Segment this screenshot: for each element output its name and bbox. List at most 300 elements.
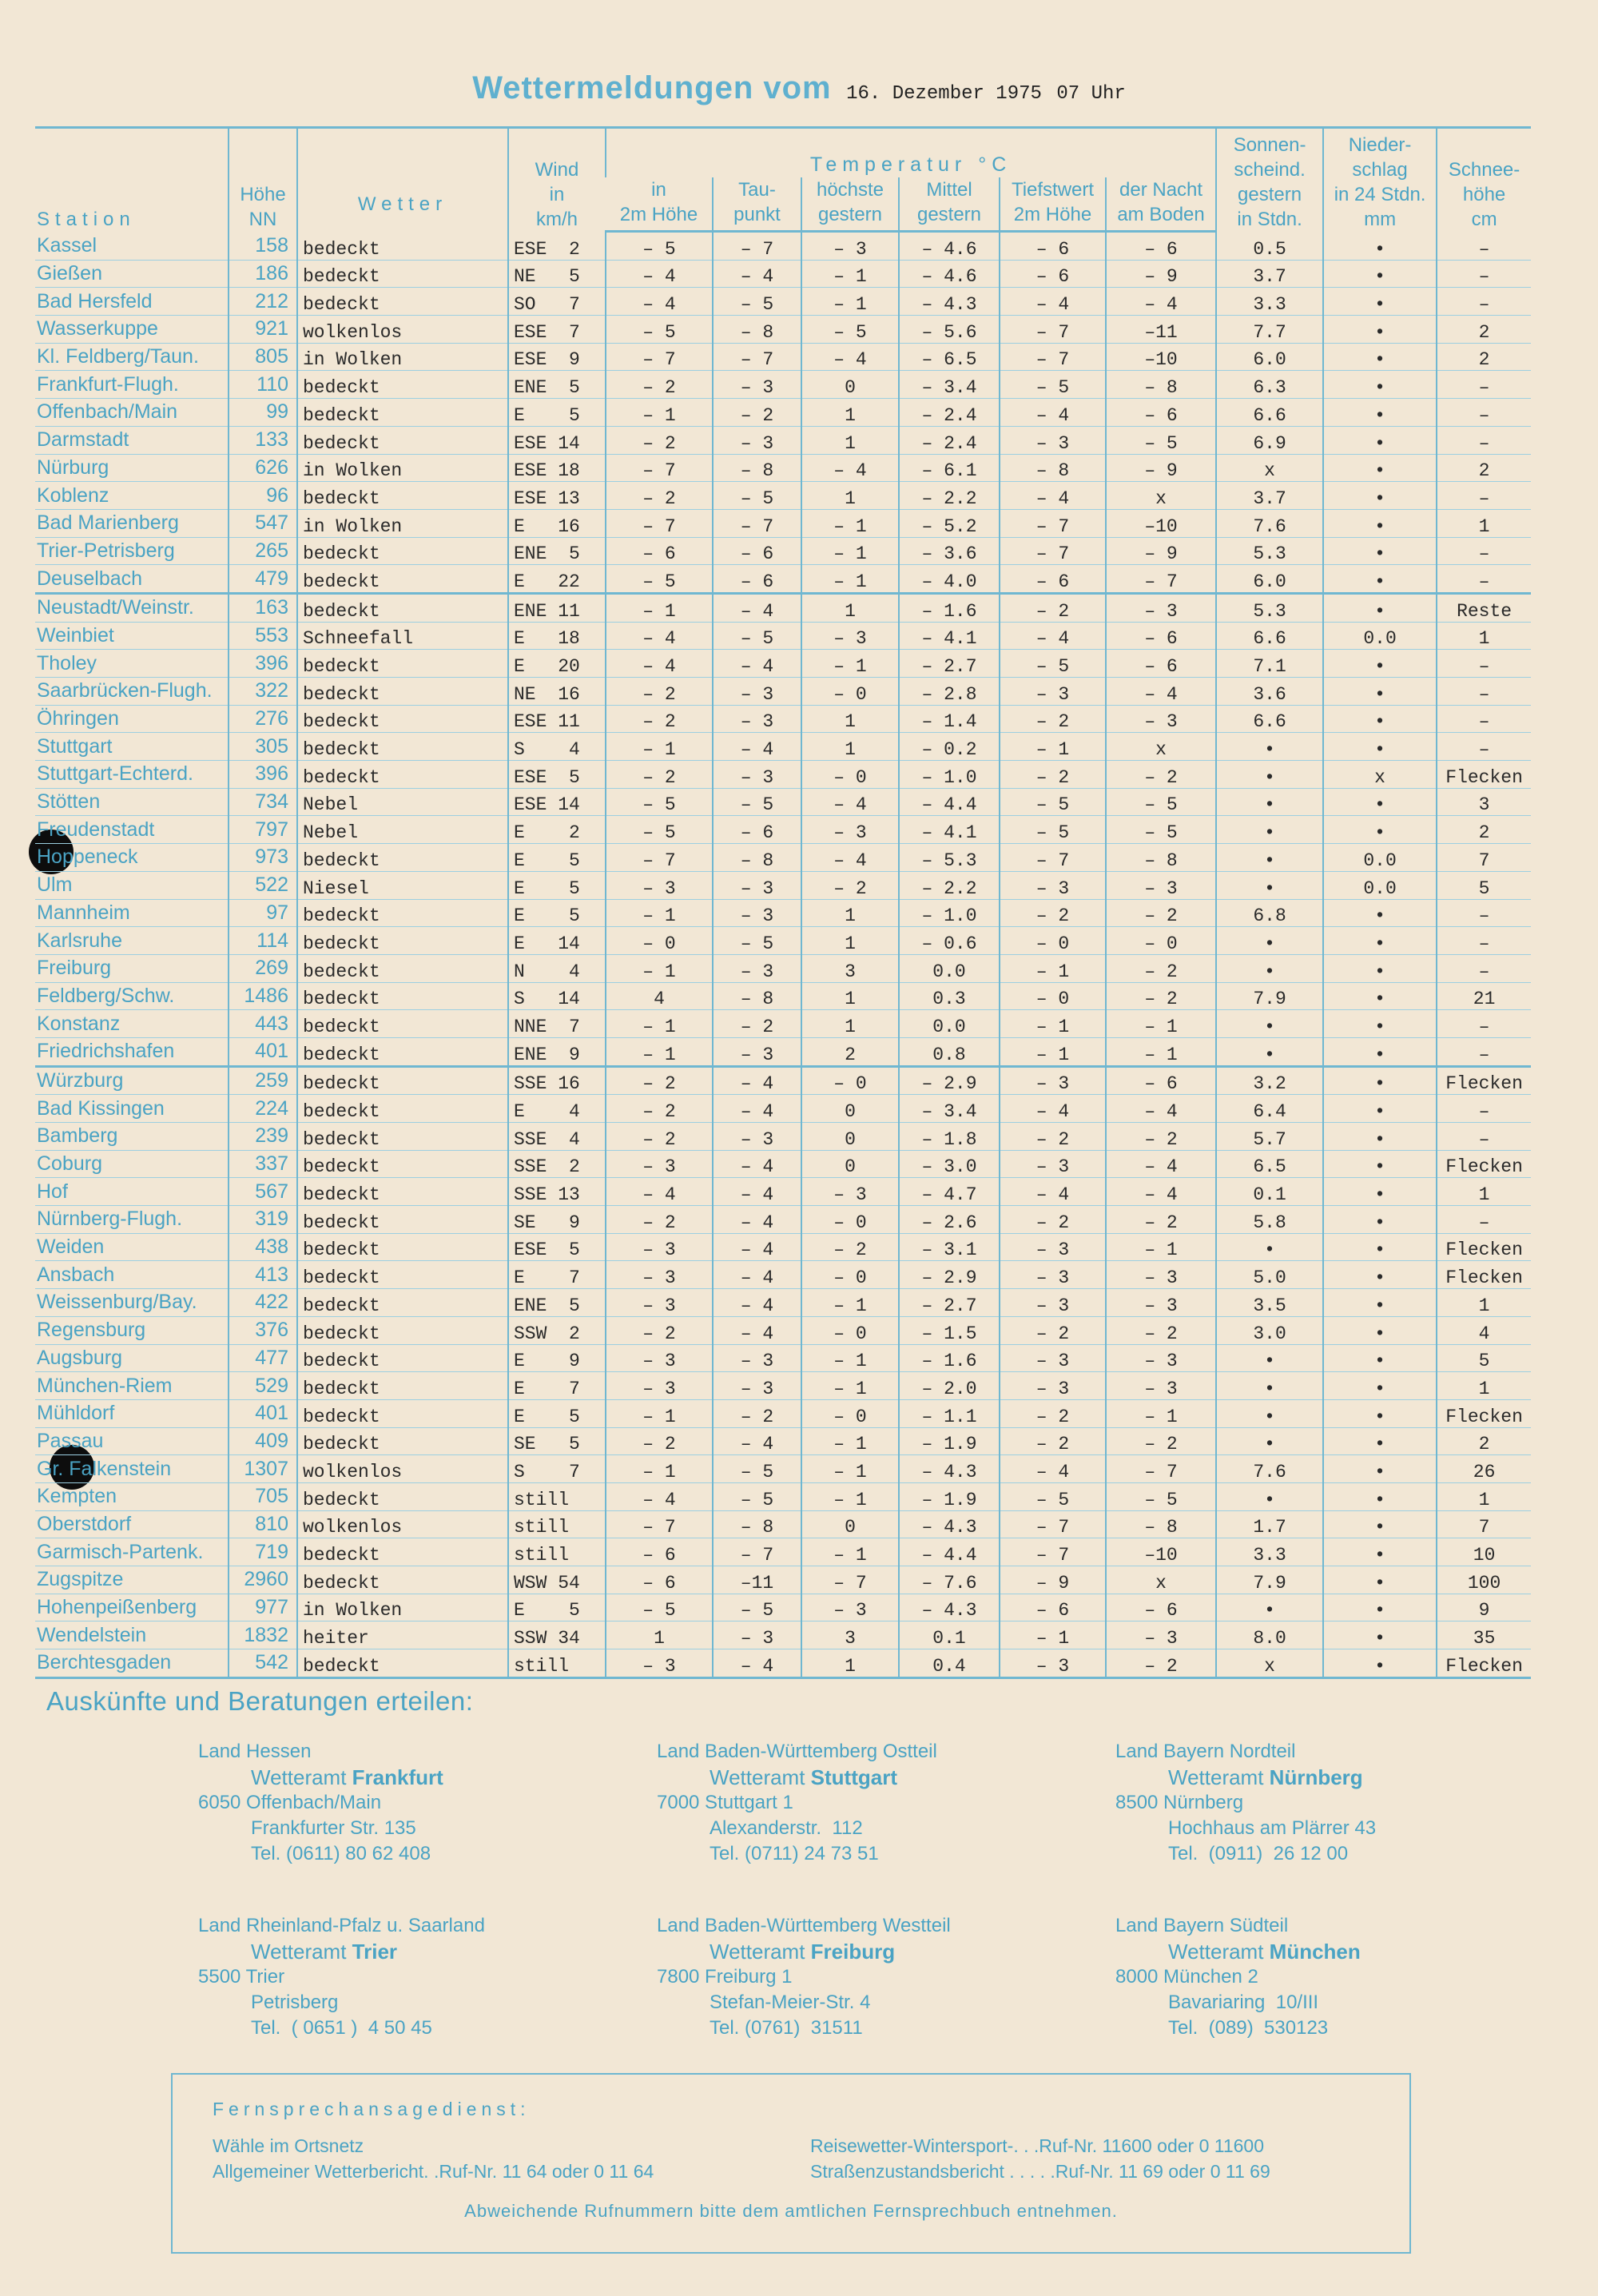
cell-niederschlag: • <box>1323 1566 1437 1594</box>
cell-sonne: • <box>1216 927 1323 955</box>
cell-station: Wasserkuppe <box>35 316 229 344</box>
cell-hoehe: 269 <box>229 954 297 982</box>
office-land: Land Hessen <box>198 1741 312 1762</box>
cell-t2m: – 3 <box>606 1261 713 1289</box>
cell-sonne: x <box>1216 454 1323 482</box>
cell-mittel: – 2.7 <box>899 650 1000 678</box>
cell-tiefst: – 7 <box>1000 1510 1106 1538</box>
cell-hoehe: 553 <box>229 622 297 650</box>
table-row <box>35 622 1531 650</box>
cell-mittel: – 2.7 <box>899 1289 1000 1317</box>
cell-schnee: Flecken <box>1437 761 1531 789</box>
cell-wind: ENE 11 <box>508 593 606 622</box>
cell-nacht: – 2 <box>1106 1316 1216 1344</box>
weather-table <box>35 126 1531 1679</box>
cell-hoechste: – 3 <box>801 622 899 650</box>
cell-taupunkt: – 5 <box>713 482 801 510</box>
cell-t2m: – 2 <box>606 705 713 733</box>
cell-sonne: • <box>1216 761 1323 789</box>
cell-mittel: – 2.4 <box>899 426 1000 454</box>
cell-station: Offenbach/Main <box>35 399 229 427</box>
cell-schnee: 7 <box>1437 844 1531 872</box>
cell-schnee: – <box>1437 705 1531 733</box>
cell-niederschlag: • <box>1323 371 1437 399</box>
cell-mittel: – 3.1 <box>899 1233 1000 1261</box>
cell-hoehe: 96 <box>229 482 297 510</box>
cell-nacht: – 2 <box>1106 1206 1216 1234</box>
cell-tiefst: – 4 <box>1000 1178 1106 1206</box>
header-taupunkt: Tau- punkt <box>713 177 801 232</box>
cell-tiefst: – 4 <box>1000 288 1106 316</box>
cell-hoehe: 259 <box>229 1066 297 1095</box>
cell-wind: ENE 9 <box>508 1037 606 1066</box>
cell-t2m: – 4 <box>606 1482 713 1510</box>
cell-hoechste: – 1 <box>801 1427 899 1455</box>
table-row <box>35 1372 1531 1400</box>
table-row <box>35 1316 1531 1344</box>
office-land: Land Rheinland-Pfalz u. Saarland <box>198 1915 485 1936</box>
cell-tiefst: – 3 <box>1000 1344 1106 1372</box>
cell-wind: E 5 <box>508 1399 606 1427</box>
table-row <box>35 1622 1531 1649</box>
office-amt: Wetteramt Stuttgart <box>710 1765 897 1789</box>
cell-schnee: 1 <box>1437 509 1531 537</box>
cell-tiefst: – 7 <box>1000 1538 1106 1566</box>
cell-sonne: • <box>1216 1427 1323 1455</box>
cell-wind: E 5 <box>508 899 606 927</box>
cell-schnee: 3 <box>1437 788 1531 816</box>
phone-footer: Abweichende Rufnummern bitte dem amtlichen Fernsprechbuch entnehmen. <box>464 2201 1118 2221</box>
cell-taupunkt: –11 <box>713 1566 801 1594</box>
cell-sonne: 7.9 <box>1216 1566 1323 1594</box>
cell-hoehe: 158 <box>229 232 297 261</box>
office-amt: Wetteramt Freiburg <box>710 1940 896 1964</box>
cell-station: Koblenz <box>35 482 229 510</box>
cell-taupunkt: – 7 <box>713 232 801 261</box>
cell-nacht: – 1 <box>1106 1233 1216 1261</box>
cell-niederschlag: • <box>1323 260 1437 288</box>
cell-wind: E 5 <box>508 844 606 872</box>
cell-nacht: – 2 <box>1106 1649 1216 1678</box>
table-row <box>35 1233 1531 1261</box>
cell-wetter: bedeckt <box>297 1233 508 1261</box>
cell-wetter: bedeckt <box>297 1095 508 1123</box>
office-plz-ort: 7800 Freiburg 1 <box>657 1966 793 1988</box>
cell-niederschlag: • <box>1323 788 1437 816</box>
cell-wind: S 14 <box>508 982 606 1010</box>
cell-schnee: 1 <box>1437 1178 1531 1206</box>
cell-tiefst: – 2 <box>1000 593 1106 622</box>
cell-tiefst: – 2 <box>1000 1206 1106 1234</box>
cell-station: Weinbiet <box>35 622 229 650</box>
cell-t2m: – 5 <box>606 816 713 844</box>
phone-title: Fernsprechansagedienst: <box>213 2099 531 2119</box>
office-2 <box>1115 1739 1563 1867</box>
cell-station: Kempten <box>35 1482 229 1510</box>
office-tel: Tel. (089) 530123 <box>1168 2017 1329 2039</box>
cell-tiefst: – 2 <box>1000 1123 1106 1151</box>
cell-station: Ansbach <box>35 1261 229 1289</box>
cell-niederschlag: 0.0 <box>1323 844 1437 872</box>
cell-sonne: 8.0 <box>1216 1622 1323 1649</box>
cell-station: Zugspitze <box>35 1566 229 1594</box>
cell-hoehe: 239 <box>229 1123 297 1151</box>
cell-hoechste: 0 <box>801 1150 899 1178</box>
cell-hoechste: – 0 <box>801 1206 899 1234</box>
table-row <box>35 1566 1531 1594</box>
cell-taupunkt: – 3 <box>713 871 801 899</box>
cell-station: Bad Kissingen <box>35 1095 229 1123</box>
cell-niederschlag: • <box>1323 1206 1437 1234</box>
cell-schnee: Flecken <box>1437 1150 1531 1178</box>
cell-sonne: • <box>1216 1482 1323 1510</box>
cell-hoehe: 734 <box>229 788 297 816</box>
cell-hoehe: 401 <box>229 1037 297 1066</box>
cell-mittel: – 4.6 <box>899 232 1000 261</box>
phone-line-3: Reisewetter-Wintersport-. . .Ruf-Nr. 11600 oder 0 11600 <box>810 2135 1265 2156</box>
cell-taupunkt: – 3 <box>713 1622 801 1649</box>
cell-niederschlag: • <box>1323 1427 1437 1455</box>
cell-t2m: – 7 <box>606 844 713 872</box>
cell-niederschlag: • <box>1323 1010 1437 1038</box>
cell-t2m: – 1 <box>606 1455 713 1483</box>
cell-schnee: – <box>1437 537 1531 565</box>
cell-wind: E 20 <box>508 650 606 678</box>
cell-wind: SE 9 <box>508 1206 606 1234</box>
cell-wind: SSE 4 <box>508 1123 606 1151</box>
cell-wind: N 4 <box>508 954 606 982</box>
cell-schnee: – <box>1437 1010 1531 1038</box>
cell-tiefst: – 0 <box>1000 982 1106 1010</box>
cell-schnee: – <box>1437 678 1531 706</box>
cell-wind: E 7 <box>508 1261 606 1289</box>
table-row <box>35 705 1531 733</box>
cell-niederschlag: • <box>1323 316 1437 344</box>
header-hoechste: höchste gestern <box>801 177 899 232</box>
cell-hoehe: 547 <box>229 509 297 537</box>
cell-wetter: bedeckt <box>297 1566 508 1594</box>
cell-wetter: bedeckt <box>297 399 508 427</box>
cell-wetter: in Wolken <box>297 1594 508 1622</box>
cell-taupunkt: – 4 <box>713 1261 801 1289</box>
cell-sonne: 5.3 <box>1216 593 1323 622</box>
office-5 <box>1115 1913 1563 2041</box>
cell-wetter: bedeckt <box>297 1178 508 1206</box>
cell-station: Saarbrücken-Flugh. <box>35 678 229 706</box>
cell-wetter: bedeckt <box>297 705 508 733</box>
cell-station: Regensburg <box>35 1316 229 1344</box>
cell-taupunkt: – 6 <box>713 565 801 594</box>
cell-mittel: 0.0 <box>899 954 1000 982</box>
cell-mittel: – 4.4 <box>899 1538 1000 1566</box>
cell-sonne: 7.9 <box>1216 982 1323 1010</box>
cell-schnee: 10 <box>1437 1538 1531 1566</box>
cell-taupunkt: – 3 <box>713 426 801 454</box>
cell-station: Konstanz <box>35 1010 229 1038</box>
cell-mittel: – 5.3 <box>899 844 1000 872</box>
table-row <box>35 1261 1531 1289</box>
cell-nacht: – 2 <box>1106 899 1216 927</box>
cell-mittel: – 6.5 <box>899 343 1000 371</box>
cell-station: Hohenpeißenberg <box>35 1594 229 1622</box>
cell-nacht: – 3 <box>1106 705 1216 733</box>
cell-mittel: 0.1 <box>899 1622 1000 1649</box>
cell-wind: still <box>508 1649 606 1678</box>
cell-wind: SSW 2 <box>508 1316 606 1344</box>
cell-t2m: – 6 <box>606 537 713 565</box>
cell-nacht: – 8 <box>1106 1510 1216 1538</box>
cell-station: Coburg <box>35 1150 229 1178</box>
table-row <box>35 1150 1531 1178</box>
cell-wind: E 2 <box>508 816 606 844</box>
cell-mittel: – 0.6 <box>899 927 1000 955</box>
cell-tiefst: – 5 <box>1000 1482 1106 1510</box>
cell-sonne: 3.0 <box>1216 1316 1323 1344</box>
office-plz-ort: 7000 Stuttgart 1 <box>657 1792 793 1813</box>
cell-sonne: 3.2 <box>1216 1066 1323 1095</box>
cell-sonne: • <box>1216 788 1323 816</box>
office-strasse: Bavariaring 10/III <box>1168 1992 1319 2013</box>
cell-hoehe: 133 <box>229 426 297 454</box>
cell-hoechste: – 3 <box>801 232 899 261</box>
cell-taupunkt: – 3 <box>713 1372 801 1400</box>
cell-wind: ESE 11 <box>508 705 606 733</box>
cell-station: Weiden <box>35 1233 229 1261</box>
cell-niederschlag: • <box>1323 650 1437 678</box>
cell-sonne: • <box>1216 1037 1323 1066</box>
cell-tiefst: – 7 <box>1000 844 1106 872</box>
cell-niederschlag: • <box>1323 537 1437 565</box>
cell-mittel: – 1.8 <box>899 1123 1000 1151</box>
cell-niederschlag: • <box>1323 426 1437 454</box>
cell-tiefst: – 2 <box>1000 1316 1106 1344</box>
cell-hoechste: – 0 <box>801 1261 899 1289</box>
cell-t2m: – 2 <box>606 371 713 399</box>
cell-schnee: Flecken <box>1437 1261 1531 1289</box>
cell-nacht: – 7 <box>1106 1455 1216 1483</box>
cell-mittel: – 6.1 <box>899 454 1000 482</box>
cell-taupunkt: – 4 <box>713 593 801 622</box>
cell-nacht: –10 <box>1106 343 1216 371</box>
cell-hoechste: – 0 <box>801 1399 899 1427</box>
header-sonne: Sonnen- scheind. gestern in Stdn. <box>1216 128 1323 232</box>
cell-tiefst: – 3 <box>1000 1289 1106 1317</box>
cell-mittel: – 2.6 <box>899 1206 1000 1234</box>
cell-niederschlag: • <box>1323 1316 1437 1344</box>
cell-niederschlag: • <box>1323 288 1437 316</box>
cell-wind: WSW 54 <box>508 1566 606 1594</box>
cell-mittel: – 2.2 <box>899 871 1000 899</box>
cell-wetter: bedeckt <box>297 1150 508 1178</box>
cell-hoehe: 626 <box>229 454 297 482</box>
cell-schnee: – <box>1437 482 1531 510</box>
cell-hoechste: – 1 <box>801 1344 899 1372</box>
cell-mittel: – 4.3 <box>899 288 1000 316</box>
cell-niederschlag: • <box>1323 1261 1437 1289</box>
cell-wetter: bedeckt <box>297 678 508 706</box>
cell-wetter: heiter <box>297 1622 508 1649</box>
office-tel: Tel. (0761) 31511 <box>710 2017 863 2039</box>
cell-nacht: –10 <box>1106 1538 1216 1566</box>
cell-nacht: –11 <box>1106 316 1216 344</box>
cell-hoehe: 1486 <box>229 982 297 1010</box>
cell-schnee: 7 <box>1437 1510 1531 1538</box>
cell-niederschlag: 0.0 <box>1323 622 1437 650</box>
cell-wind: S 7 <box>508 1455 606 1483</box>
office-plz-ort: 8000 München 2 <box>1115 1966 1258 1988</box>
cell-t2m: – 1 <box>606 593 713 622</box>
table-row <box>35 650 1531 678</box>
cell-niederschlag: • <box>1323 232 1437 261</box>
cell-station: Friedrichshafen <box>35 1037 229 1066</box>
cell-hoechste: 1 <box>801 1010 899 1038</box>
cell-niederschlag: • <box>1323 593 1437 622</box>
cell-wind: E 5 <box>508 399 606 427</box>
cell-schnee: – <box>1437 650 1531 678</box>
cell-niederschlag: • <box>1323 1649 1437 1678</box>
cell-nacht: x <box>1106 1566 1216 1594</box>
table-row <box>35 399 1531 427</box>
cell-tiefst: – 5 <box>1000 788 1106 816</box>
cell-mittel: – 2.9 <box>899 1261 1000 1289</box>
cell-t2m: – 3 <box>606 871 713 899</box>
cell-wetter: bedeckt <box>297 371 508 399</box>
cell-wetter: bedeckt <box>297 260 508 288</box>
office-0 <box>198 1739 646 1867</box>
cell-hoehe: 529 <box>229 1372 297 1400</box>
cell-wetter: bedeckt <box>297 1037 508 1066</box>
cell-hoechste: 1 <box>801 982 899 1010</box>
cell-niederschlag: • <box>1323 482 1437 510</box>
cell-sonne: 3.3 <box>1216 1538 1323 1566</box>
cell-hoechste: 0 <box>801 1095 899 1123</box>
cell-niederschlag: • <box>1323 678 1437 706</box>
cell-hoehe: 522 <box>229 871 297 899</box>
cell-hoehe: 921 <box>229 316 297 344</box>
cell-tiefst: – 1 <box>1000 954 1106 982</box>
cell-wetter: Niesel <box>297 871 508 899</box>
cell-station: Kassel <box>35 232 229 261</box>
header-nacht: der Nacht am Boden <box>1106 177 1216 232</box>
cell-hoechste: – 2 <box>801 1233 899 1261</box>
cell-nacht: – 3 <box>1106 1344 1216 1372</box>
cell-tiefst: – 2 <box>1000 761 1106 789</box>
cell-hoechste: – 4 <box>801 343 899 371</box>
cell-sonne: 3.7 <box>1216 482 1323 510</box>
cell-tiefst: – 3 <box>1000 1649 1106 1678</box>
cell-t2m: – 7 <box>606 454 713 482</box>
cell-tiefst: – 4 <box>1000 622 1106 650</box>
office-1 <box>657 1739 1104 1867</box>
cell-schnee: 2 <box>1437 1427 1531 1455</box>
table-row <box>35 761 1531 789</box>
cell-niederschlag: • <box>1323 816 1437 844</box>
cell-wind: SSE 16 <box>508 1066 606 1095</box>
cell-niederschlag: • <box>1323 1372 1437 1400</box>
cell-t2m: – 4 <box>606 288 713 316</box>
cell-hoechste: – 1 <box>801 1455 899 1483</box>
cell-tiefst: – 3 <box>1000 426 1106 454</box>
cell-tiefst: – 7 <box>1000 316 1106 344</box>
cell-nacht: – 3 <box>1106 1289 1216 1317</box>
cell-hoehe: 413 <box>229 1261 297 1289</box>
cell-nacht: x <box>1106 482 1216 510</box>
cell-station: Augsburg <box>35 1344 229 1372</box>
cell-t2m: – 3 <box>606 1649 713 1678</box>
cell-wind: still <box>508 1510 606 1538</box>
table-row <box>35 899 1531 927</box>
cell-nacht: – 6 <box>1106 622 1216 650</box>
table-row <box>35 1206 1531 1234</box>
cell-wind: ESE 14 <box>508 788 606 816</box>
cell-nacht: – 2 <box>1106 954 1216 982</box>
cell-wetter: bedeckt <box>297 1372 508 1400</box>
cell-mittel: – 1.4 <box>899 705 1000 733</box>
cell-taupunkt: – 2 <box>713 1010 801 1038</box>
cell-sonne: • <box>1216 1372 1323 1400</box>
cell-schnee: 2 <box>1437 316 1531 344</box>
cell-wetter: bedeckt <box>297 1316 508 1344</box>
cell-tiefst: – 6 <box>1000 1594 1106 1622</box>
cell-schnee: 2 <box>1437 343 1531 371</box>
cell-wind: E 9 <box>508 1344 606 1372</box>
cell-mittel: – 4.4 <box>899 788 1000 816</box>
page-title <box>0 70 1598 106</box>
cell-nacht: – 3 <box>1106 1261 1216 1289</box>
cell-taupunkt: – 4 <box>713 1066 801 1095</box>
weather-table-body <box>35 232 1531 1678</box>
cell-nacht: –10 <box>1106 509 1216 537</box>
cell-wind: E 18 <box>508 622 606 650</box>
cell-hoechste: – 1 <box>801 1482 899 1510</box>
cell-hoehe: 1307 <box>229 1455 297 1483</box>
cell-station: Wendelstein <box>35 1622 229 1649</box>
cell-sonne: • <box>1216 954 1323 982</box>
cell-taupunkt: – 8 <box>713 454 801 482</box>
cell-taupunkt: – 3 <box>713 705 801 733</box>
cell-wind: ENE 5 <box>508 371 606 399</box>
cell-station: Gießen <box>35 260 229 288</box>
phone-service-box <box>171 2073 1411 2254</box>
cell-nacht: – 9 <box>1106 260 1216 288</box>
cell-hoehe: 567 <box>229 1178 297 1206</box>
cell-hoechste: – 7 <box>801 1566 899 1594</box>
cell-hoehe: 265 <box>229 537 297 565</box>
cell-schnee: – <box>1437 1037 1531 1066</box>
cell-schnee: 2 <box>1437 454 1531 482</box>
cell-taupunkt: – 4 <box>713 260 801 288</box>
cell-hoechste: – 2 <box>801 871 899 899</box>
cell-t2m: – 7 <box>606 343 713 371</box>
cell-t2m: – 1 <box>606 899 713 927</box>
cell-nacht: – 0 <box>1106 927 1216 955</box>
cell-sonne: 5.0 <box>1216 1261 1323 1289</box>
cell-tiefst: – 8 <box>1000 454 1106 482</box>
cell-nacht: – 2 <box>1106 1427 1216 1455</box>
cell-sonne: • <box>1216 816 1323 844</box>
cell-sonne: 6.0 <box>1216 565 1323 594</box>
cell-taupunkt: – 7 <box>713 343 801 371</box>
cell-hoehe: 376 <box>229 1316 297 1344</box>
cell-hoechste: – 0 <box>801 678 899 706</box>
cell-mittel: – 4.6 <box>899 260 1000 288</box>
cell-niederschlag: • <box>1323 1455 1437 1483</box>
cell-wind: E 14 <box>508 927 606 955</box>
header-niederschlag: Nieder- schlag in 24 Stdn. mm <box>1323 128 1437 232</box>
cell-hoechste: 1 <box>801 399 899 427</box>
header-schnee: Schnee- höhe cm <box>1437 128 1531 232</box>
cell-taupunkt: – 2 <box>713 399 801 427</box>
